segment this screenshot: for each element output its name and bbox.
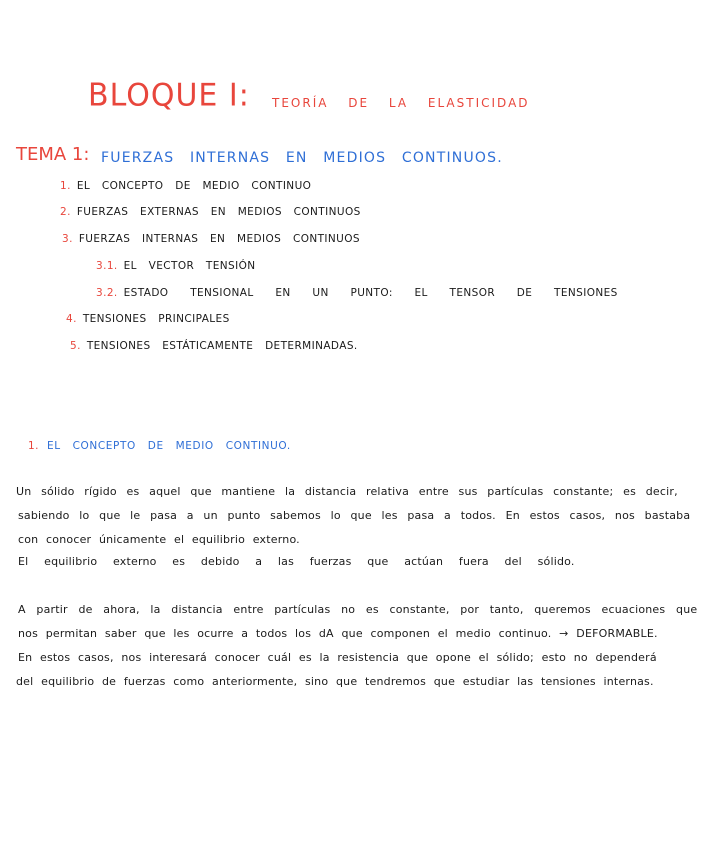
outline-item-number: 5. <box>70 340 81 352</box>
outline-item <box>66 313 230 325</box>
outline-subitem <box>96 287 618 299</box>
paragraph-line: El equilibrio externo es debido a las fuerzas que actúan fuera del sólido. <box>18 555 575 568</box>
paragraph-line: A partir de ahora, la distancia entre partículas no es constante, por tanto, queremos ecuaciones que <box>18 603 698 616</box>
paragraph-line <box>18 627 658 640</box>
bloque-subtitle: TEORÍA DE LA ELASTICIDAD <box>272 96 530 110</box>
paragraph-line: En estos casos, nos interesará conocer cuál es la resistencia que opone el sólido; esto no dependerá <box>18 651 657 664</box>
outline-item <box>70 340 358 352</box>
outline-item-number: 2. <box>60 206 71 218</box>
section-number: 1. <box>28 440 40 452</box>
outline-item-number: 1. <box>60 180 71 192</box>
outline-item <box>60 206 361 218</box>
paragraph-line: con conocer únicamente el equilibrio externo. <box>18 533 300 546</box>
outline-item-text: EL VECTOR TENSIÓN <box>123 260 256 272</box>
paragraph-text: nos permitan saber que les ocurre a todos los dA que componen el medio continuo. <box>18 627 552 640</box>
deformable-note: → DEFORMABLE. <box>559 627 658 640</box>
outline-item-number: 3. <box>62 233 73 245</box>
section-title: EL CONCEPTO DE MEDIO CONTINUO. <box>47 440 291 452</box>
paragraph-line: del equilibrio de fuerzas como anteriormente, sino que tendremos que estudiar las tensiones internas. <box>16 675 654 688</box>
outline-item-number: 4. <box>66 313 77 325</box>
paragraph-line: sabiendo lo que le pasa a un punto sabemos lo que les pasa a todos. En estos casos, nos bastaba <box>18 509 691 522</box>
outline-item-number: 3.1. <box>96 260 118 272</box>
tema-title: FUERZAS INTERNAS EN MEDIOS CONTINUOS. <box>101 150 503 166</box>
outline-item-text: FUERZAS EXTERNAS EN MEDIOS CONTINUOS <box>76 206 361 218</box>
outline-item-text: TENSIONES PRINCIPALES <box>82 313 230 325</box>
outline-item <box>62 233 360 245</box>
outline-subitem <box>96 260 256 272</box>
outline-item-text: TENSIONES ESTÁTICAMENTE DETERMINADAS. <box>86 340 358 352</box>
outline-item-number: 3.2. <box>96 287 118 299</box>
paragraph-line: Un sólido rígido es aquel que mantiene la distancia relativa entre sus partículas constante; es decir, <box>16 485 678 498</box>
outline-item <box>60 180 311 192</box>
outline-item-text: EL CONCEPTO DE MEDIO CONTINUO <box>76 180 312 192</box>
outline-item-text: ESTADO TENSIONAL EN UN PUNTO: EL TENSOR DE TENSIONES <box>123 287 618 299</box>
bloque-title: BLOQUE I: <box>88 77 250 114</box>
outline-item-text: FUERZAS INTERNAS EN MEDIOS CONTINUOS <box>78 233 360 245</box>
tema-label: TEMA 1: <box>16 144 90 165</box>
